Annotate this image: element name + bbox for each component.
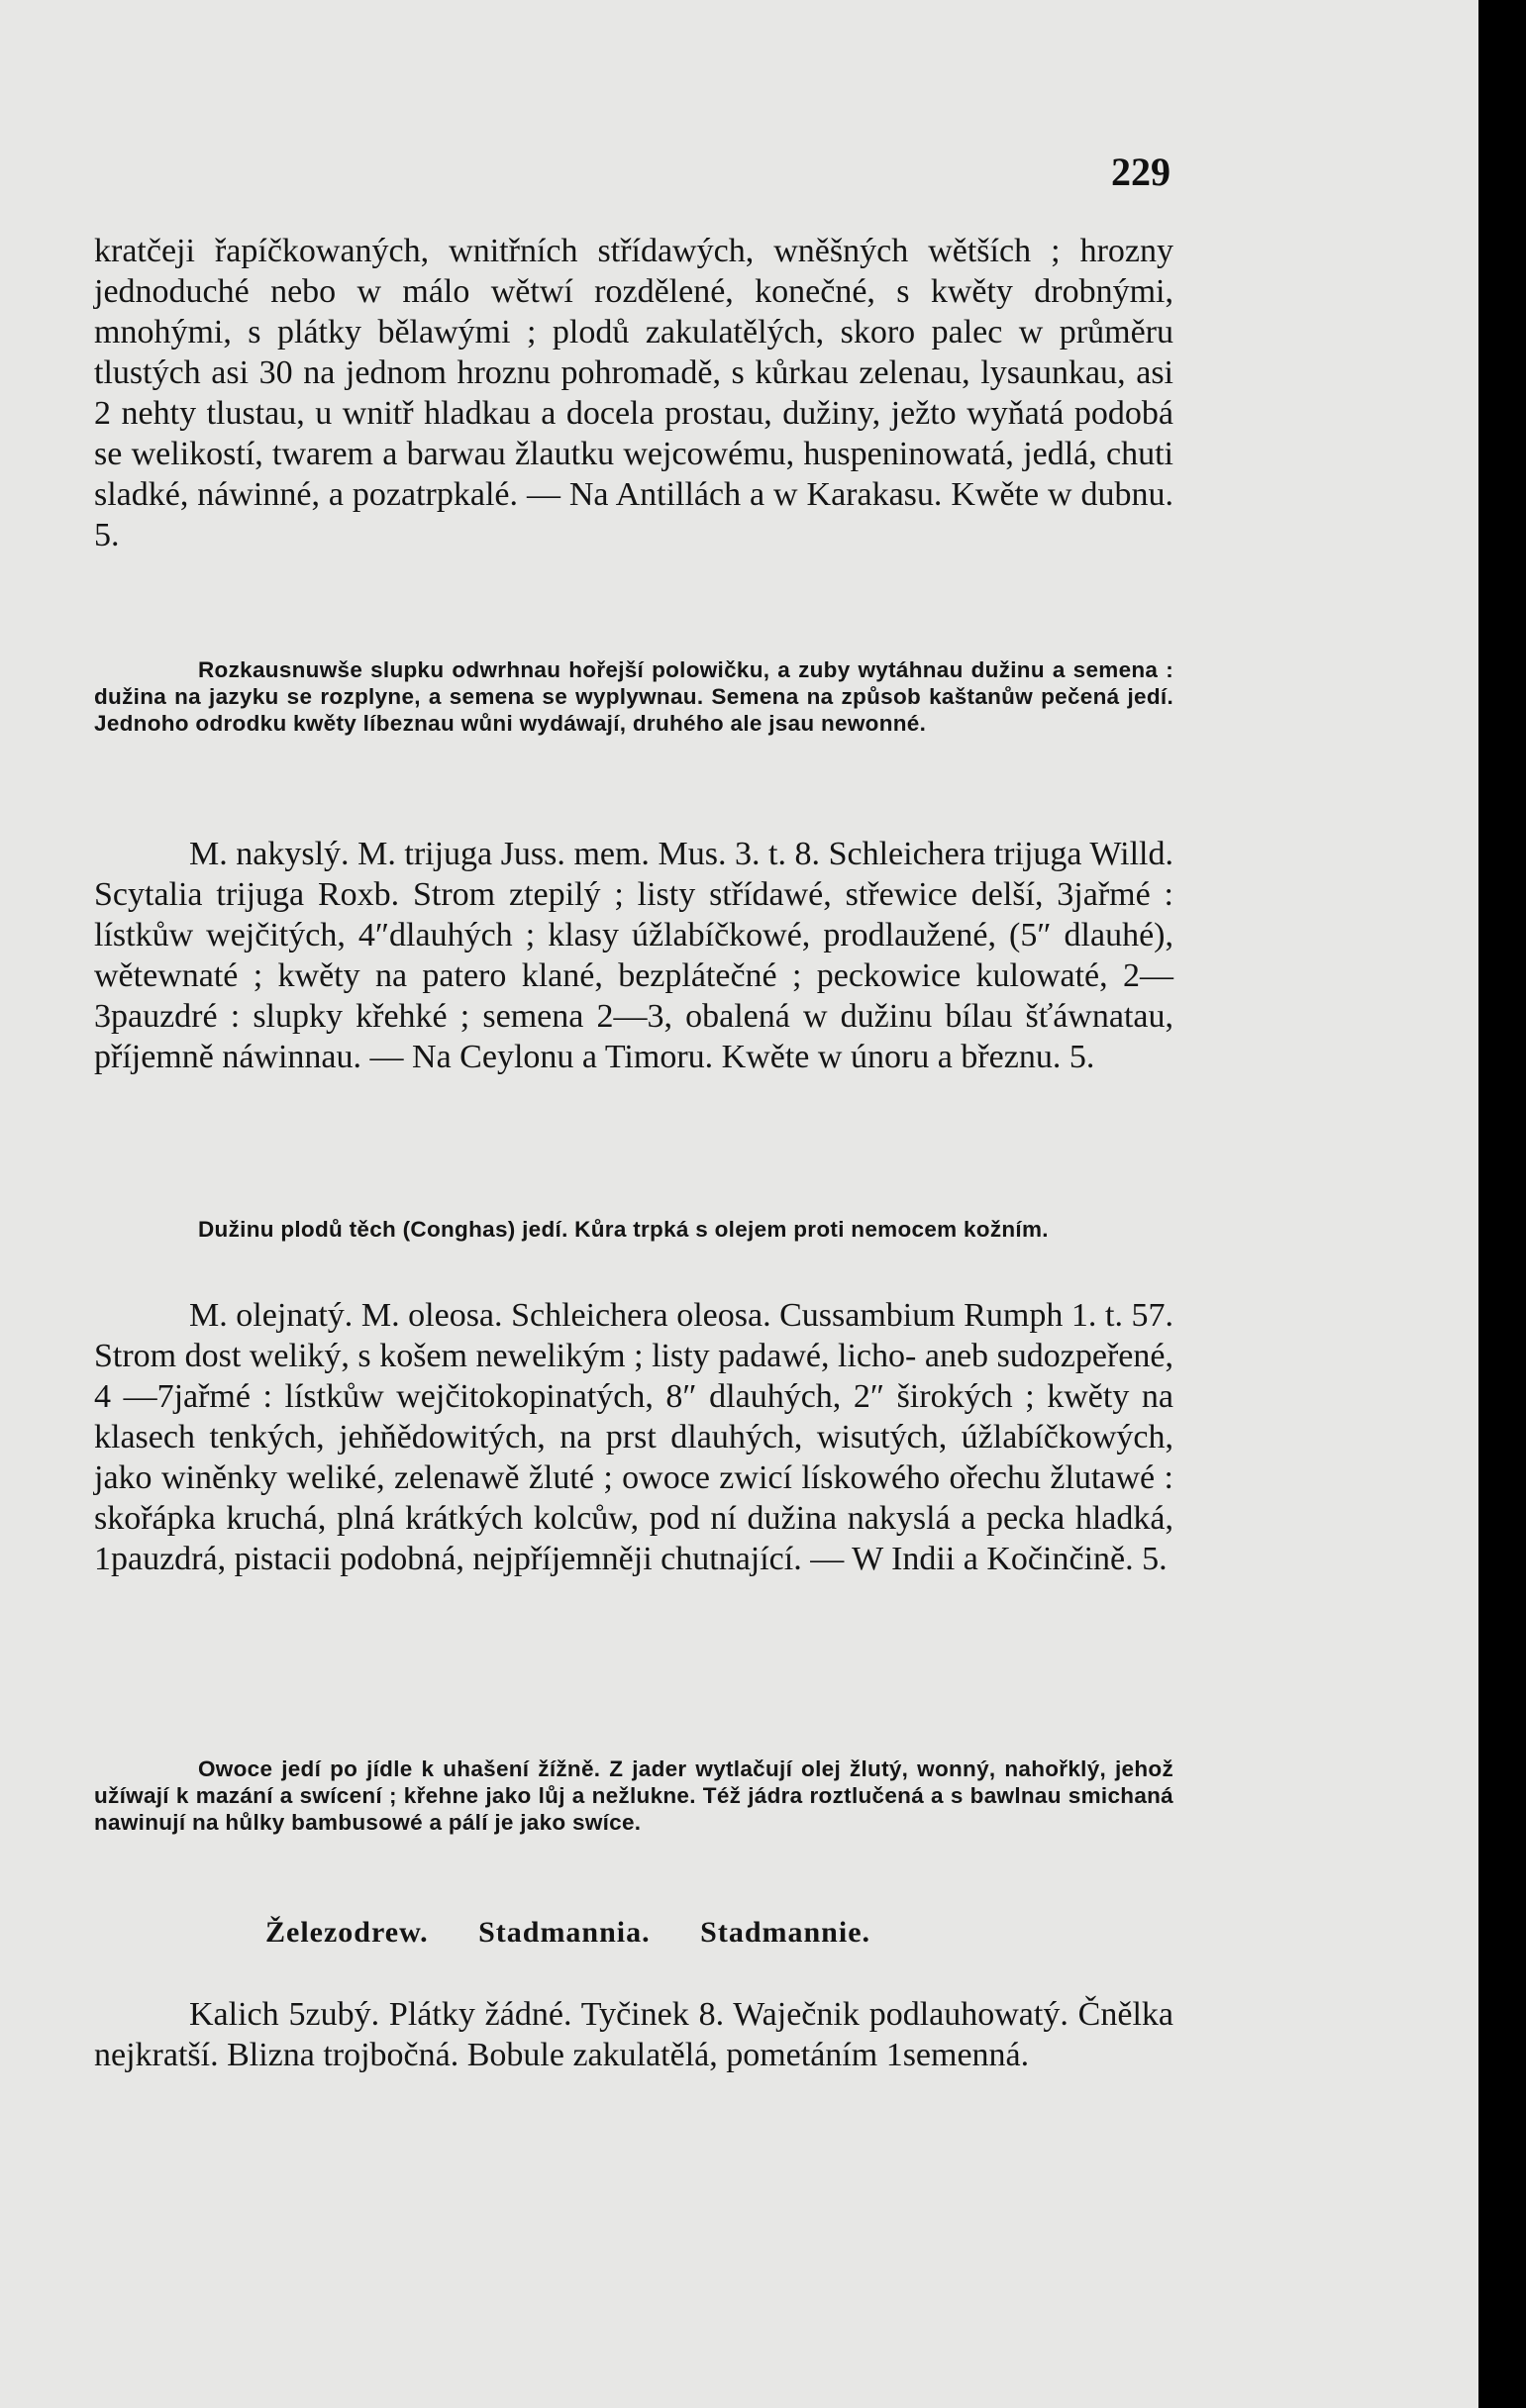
footnote-block-1 (94, 656, 1173, 737)
note-2: Dužinu plodů těch (Conghas) jedí. Kůra trpká s olejem proti nemocem kožním. (198, 1217, 1049, 1242)
footnote-block-3 (94, 1756, 1173, 1836)
body-text (94, 231, 1173, 555)
note-3: Owoce jedí po jídle k uhašení žížně. Z jader wytlačují olej žlutý, wonný, nahořklý, jehož užíwají k mazání a swícení ; křehne jako lůj a nežlukne. Též jádra roztlučená a s bawlnau smichaná nawinují na hůlky bambusowé a pálí je jako swíce. (94, 1756, 1173, 1835)
genus-heading (265, 1916, 1157, 1950)
entry-olejnaty (94, 1295, 1173, 1579)
paragraph-4: Kalich 5zubý. Plátky žádné. Tyčinek 8. Waječnik podlauhowatý. Čnělka nejkratší. Blizna trojbočná. Bobule zakulatělá, pometáním 1semenná. (94, 1996, 1173, 2073)
page-number: 229 (1111, 150, 1170, 194)
heading-latin: Stadmannia. (478, 1916, 651, 1949)
paragraph-3: M. olejnatý. M. oleosa. Schleichera oleosa. Cussambium Rumph 1. t. 57. Strom dost weliký, s košem newelikým ; listy padawé, licho- aneb sudozpeřené, 4 —7jařmé : lístkůw wejčitokopinatých, 8″ dlauhých, 2″ širokých ; kwěty na klasech tenkých, jehňědowitých, na prst dlauhých, wisutých, úžlabíčkowých, jako winěnky weliké, zelenawě žluté ; owoce zwicí lískowého ořechu žlutawé : skořápka kruchá, plná krátkých kolcůw, pod ní dužina nakyslá a pecka hladká, 1pauzdrá, pistacii podobná, nejpříjemněji chutnající. — W Indii a Kočinčině. 5. (94, 1297, 1173, 1577)
heading-czech-alt: Stadmannie. (700, 1916, 871, 1949)
paragraph-2: M. nakyslý. M. trijuga Juss. mem. Mus. 3. t. 8. Schleichera trijuga Willd. Scytalia trijuga Roxb. Strom ztepilý ; listy střídawé, střewice delší, 3jařmé : lístkůw wejčitých, 4″dlauhých ; klasy úžlabíčkowé, prodlaužené, (5″ dlauhé), wětewnaté ; kwěty na patero klané, bezplátečné ; peckowice kulowaté, 2—3pauzdré : slupky křehké ; semena 2—3, obalená w dužinu bílau šťáwnatau, příjemně náwinnau. — Na Ceylonu a Timoru. Kwěte w únoru a březnu. 5. (94, 836, 1173, 1075)
heading-czech: Železodrew. (265, 1916, 429, 1949)
entry-nakysly (94, 834, 1173, 1077)
genus-description (94, 1994, 1173, 2075)
note-1: Rozkausnuwše slupku odwrhnau hořejší polowičku, a zuby wytáhnau dužinu a semena : dužina na jazyku se rozplyne, a semena se wyplywnau. Semena na způsob kaštanůw pečená jedí. Jednoho odrodku kwěty líbeznau wůni wydáwají, druhého ale jsau newonné. (94, 657, 1173, 736)
scan-edge (1478, 0, 1526, 2408)
footnote-block-2 (94, 1216, 1173, 1243)
paragraph-1: kratčeji řapíčkowaných, wnitřních střídawých, wněšných wětších ; hrozny jednoduché nebo w málo wětwí rozdělené, konečné, s kwěty drobnými, mnohými, s plátky bělawými ; plodů zakulatělých, skoro palec w průměru tlustých asi 30 na jednom hroznu pohromadě, s kůrkau zelenau, lysaunkau, asi 2 nehty tlustau, u wnitř hladkau a docela prostau, dužiny, ježto wyňatá podobá se welikostí, twarem a barwau žlautku wejcowému, huspeninowatá, jedlá, chuti sladké, náwinné, a pozatrpkalé. — Na Antillách a w Karakasu. Kwěte w dubnu. 5. (94, 233, 1173, 553)
